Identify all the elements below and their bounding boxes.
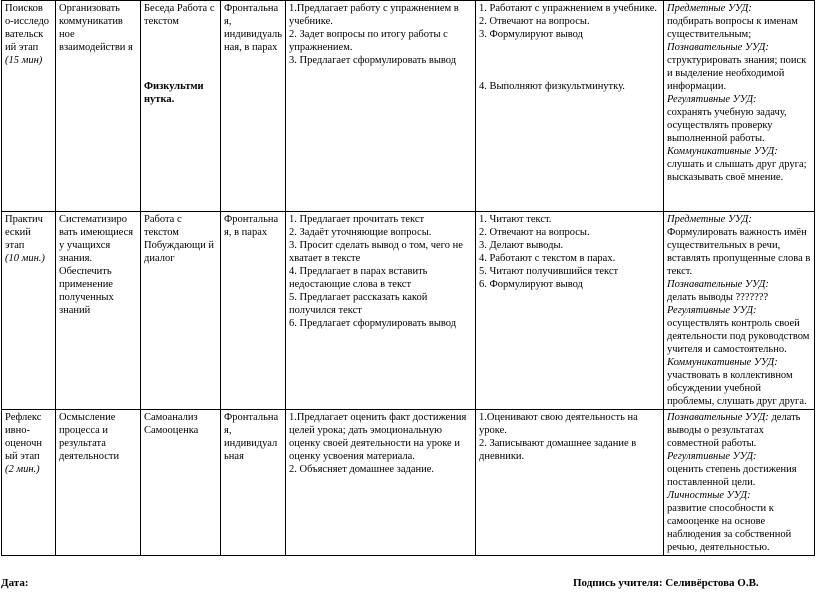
students-step: 2. Отвечают на вопросы. [479, 16, 590, 27]
students-step: 2. Отвечают на вопросы. [479, 227, 590, 238]
stage-cell [2, 212, 56, 410]
stage-name: Рефлекс ивно-оценочн ый этап [5, 412, 43, 462]
stage-cell [2, 410, 56, 556]
teacher-step: 5. Предлагает рассказать какой получился текст [289, 292, 428, 316]
uud-label: Коммуникативные УУД: [667, 357, 778, 368]
students-step: 4. Выполняют физкультминутку. [479, 81, 625, 92]
uud-text: делать выводы ??????? [667, 292, 769, 303]
methods-cell: Работа с текстом Побуждающи й диалог [141, 212, 221, 410]
table-row [2, 410, 815, 556]
uud-cell [664, 410, 815, 556]
teacher-cell [286, 1, 476, 212]
students-step: 4. Работают с текстом в парах. [479, 253, 616, 264]
teacher-step: 4. Предлагает в парах вставить недостающие слова в текст [289, 266, 428, 290]
uud-label: Регулятивные УУД: [667, 451, 757, 462]
uud-cell [664, 212, 815, 410]
uud-label: Личностные УУД: [667, 490, 751, 501]
methods-text: Беседа Работа с текстом [144, 3, 215, 27]
teacher-step: 2. Объясняет домашнее задание. [289, 464, 435, 475]
goal-cell: Осмысление процесса и результата деятельности [56, 410, 141, 556]
uud-label: Коммуникативные УУД: [667, 146, 778, 157]
lesson-plan-table [1, 0, 815, 556]
teacher-cell [286, 212, 476, 410]
students-step: 1.Оценивают свою деятельность на уроке. [479, 412, 638, 436]
forms-cell: Фронтальна я, индивидуал ьная [221, 410, 286, 556]
uud-label: Познавательные УУД: [667, 279, 769, 290]
uud-label: Регулятивные УУД: [667, 305, 757, 316]
goal-cell: Организовать коммуникатив ное взаимодействи я [56, 1, 141, 212]
uud-text: структурировать знания; поиск и выделение необходимой информации. [667, 55, 807, 92]
forms-cell: Фронтальна я, в парах [221, 212, 286, 410]
date-label: Дата: [1, 577, 29, 589]
teacher-cell [286, 410, 476, 556]
students-step: 1. Читают текст. [479, 214, 552, 225]
teacher-step: 1.Предлагает оценить факт достижения целей урока; дать эмоциональную оценку своей деятельности на уроке и оценку усвоения материала. [289, 412, 467, 462]
stage-time: (10 мин.) [5, 253, 45, 264]
teacher-step: 1.Предлагает работу с упражнением в учебнике. [289, 3, 459, 27]
uud-label: Предметные УУД: [667, 3, 752, 14]
stage-cell [2, 1, 56, 212]
table-row [2, 212, 815, 410]
stage-time: (2 мин.) [5, 464, 40, 475]
teacher-step: 2. Задаёт уточняющие вопросы. [289, 227, 432, 238]
stage-name: Поисков о-исследо вательск ий этап [5, 3, 50, 53]
uud-text: делать выводы о результатах совместной работы. [667, 412, 801, 449]
uud-label: Предметные УУД: [667, 214, 752, 225]
uud-text: Формулировать важность имён существительных в речи, вставлять пропущенные слова в текст. [667, 227, 811, 277]
uud-text: участвовать в коллективном обсуждении учебной проблемы, слушать друг друга. [667, 370, 807, 407]
teacher-step: 1. Предлагает прочитать текст [289, 214, 425, 225]
uud-text: слушать и слышать друг друга; высказывать своё мнение. [667, 159, 807, 183]
goal-cell: Систематизиро вать имеющиеся у учащихся знания. Обеспечить применение полученных знаний [56, 212, 141, 410]
uud-label: Познавательные УУД: [667, 412, 769, 423]
methods-cell [141, 1, 221, 212]
teacher-step: 2. Задет вопросы по итогу работы с упражнением. [289, 29, 448, 53]
forms-cell: Фронтальная, индивидуаль ная, в парах [221, 1, 286, 212]
students-cell [476, 1, 664, 212]
uud-text: подбирать вопросы к именам существительным; [667, 16, 798, 40]
uud-text: развитие способности к самооценке на основе наблюдения за собственной речью, деятельностью. [667, 503, 792, 553]
students-step: 3. Делают выводы. [479, 240, 564, 251]
students-step: 5. Читают получившийся текст [479, 266, 619, 277]
uud-text: оценить степень достижения поставленной цели. [667, 464, 797, 488]
stage-name: Практич еский этап [5, 214, 43, 251]
students-cell [476, 212, 664, 410]
students-step: 1. Работают с упражнением в учебнике. [479, 3, 657, 14]
uud-label: Регулятивные УУД: [667, 94, 757, 105]
teacher-step: 3. Предлагает сформулировать вывод [289, 55, 457, 66]
students-step: 3. Формулируют вывод [479, 29, 583, 40]
students-step: 2. Записывают домашнее задание в дневники. [479, 438, 637, 462]
uud-text: сохранять учебную задачу, осуществлять проверку выполненной работы. [667, 107, 787, 144]
students-step: 6. Формулируют вывод [479, 279, 583, 290]
uud-label: Познавательные УУД: [667, 42, 769, 53]
teacher-step: 3. Просит сделать вывод о том, чего не хватает в тексте [289, 240, 463, 264]
stage-time: (15 мин) [5, 55, 43, 66]
teacher-signature: Подпись учителя: Селивёрстова О.В. [573, 577, 759, 589]
uud-cell [664, 1, 815, 212]
students-cell [476, 410, 664, 556]
uud-text: осуществлять контроль своей деятельности под руководством учителя и самостоятельно. [667, 318, 810, 355]
table-row [2, 1, 815, 212]
teacher-step: 6. Предлагает сформулировать вывод [289, 318, 457, 329]
methods-cell: Самоанализ Самооценка [141, 410, 221, 556]
methods-extra: Физкультми нутка. [144, 81, 204, 105]
